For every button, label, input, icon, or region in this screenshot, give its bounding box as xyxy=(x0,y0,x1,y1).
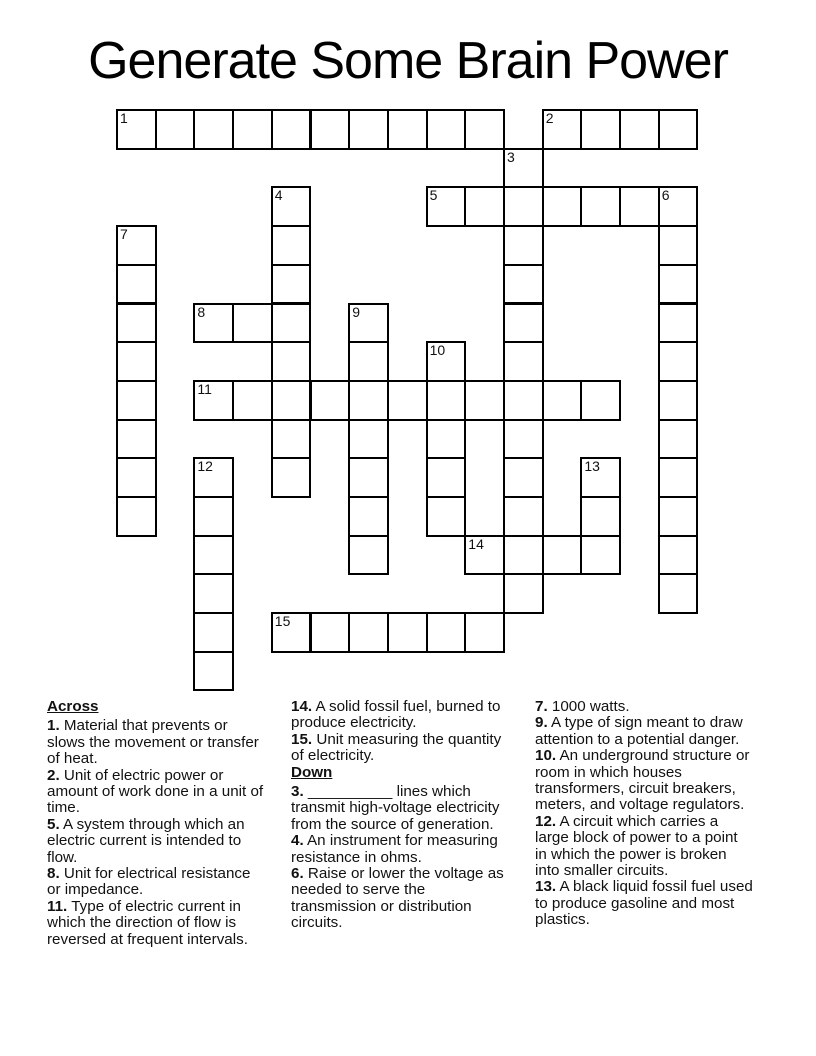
grid-cell-r7c11 xyxy=(542,380,583,421)
cell-number-4: 4 xyxy=(274,187,283,204)
grid-cell-r11c2 xyxy=(193,535,234,576)
grid-cell-r10c10 xyxy=(503,496,544,537)
clue-number: 6. xyxy=(291,865,304,883)
grid-cell-r6c4 xyxy=(271,341,312,382)
clue-text: __________ lines which transmit high-voltage electricity from the source of generation. xyxy=(291,783,500,833)
cell-number-11: 11 xyxy=(197,380,212,397)
clue-down-7 xyxy=(535,699,753,715)
grid-cell-r8c6 xyxy=(348,419,389,460)
clue-number: 14. xyxy=(291,698,313,715)
grid-cell-r13c2 xyxy=(193,612,234,653)
grid-cell-r9c0 xyxy=(116,457,157,498)
grid-cell-r10c8 xyxy=(426,496,467,537)
clue-number: 1. xyxy=(47,717,60,735)
grid-cell-r13c4 xyxy=(271,612,312,653)
grid-cell-r1c10 xyxy=(503,148,544,189)
grid-cell-r8c8 xyxy=(426,419,467,460)
grid-cell-r0c2 xyxy=(193,109,234,150)
grid-cell-r10c12 xyxy=(580,496,621,537)
clue-text: A type of sign meant to draw attention to a potential danger. xyxy=(535,714,743,748)
cell-number-13: 13 xyxy=(584,458,600,475)
grid-cell-r7c4 xyxy=(271,380,312,421)
grid-cell-r4c4 xyxy=(271,264,312,305)
grid-cell-r4c10 xyxy=(503,264,544,305)
clue-number: 11. xyxy=(47,897,68,915)
grid-cell-r0c1 xyxy=(155,109,196,150)
grid-cell-r9c10 xyxy=(503,457,544,498)
grid-cell-r0c7 xyxy=(387,109,428,150)
grid-cell-r7c8 xyxy=(426,380,467,421)
clue-number: 5. xyxy=(47,815,60,833)
grid-cell-r7c3 xyxy=(232,380,273,421)
grid-cell-r2c10 xyxy=(503,186,544,227)
crossword-grid xyxy=(116,109,700,693)
grid-cell-r6c8 xyxy=(426,341,467,382)
clue-number: 12. xyxy=(535,812,557,830)
grid-cell-r8c10 xyxy=(503,419,544,460)
clue-number: 2. xyxy=(47,766,60,784)
grid-cell-r0c3 xyxy=(232,109,273,150)
cell-number-9: 9 xyxy=(352,303,360,320)
grid-cell-r3c10 xyxy=(503,225,544,266)
clue-text: Unit measuring the quantity of electricity. xyxy=(291,730,502,765)
cell-number-3: 3 xyxy=(507,148,515,165)
clue-across-5 xyxy=(47,817,265,866)
grid-cell-r13c5 xyxy=(310,612,351,653)
grid-cell-r9c4 xyxy=(271,457,312,498)
clue-text: A circuit which carries a large block of power to a point in which the power is broken into smaller circuits. xyxy=(535,812,738,880)
grid-cell-r11c10 xyxy=(503,535,544,576)
grid-cell-r11c6 xyxy=(348,535,389,576)
clue-across-2 xyxy=(47,768,265,817)
grid-cell-r4c14 xyxy=(658,264,699,305)
clue-text: A black liquid fossil fuel used to produce gasoline and most plastics. xyxy=(535,878,753,929)
clue-number: 4. xyxy=(291,832,304,850)
clue-down-4 xyxy=(291,833,509,866)
clue-down-3 xyxy=(291,784,509,833)
cell-number-14: 14 xyxy=(468,535,484,552)
grid-cell-r5c3 xyxy=(232,303,273,344)
grid-cell-r0c9 xyxy=(464,109,505,150)
grid-cell-r0c4 xyxy=(271,109,312,150)
cell-number-7: 7 xyxy=(120,226,128,243)
clue-text: 1000 watts. xyxy=(547,698,630,715)
grid-cell-r13c6 xyxy=(348,612,389,653)
grid-cell-r7c12 xyxy=(580,380,621,421)
grid-cell-r8c4 xyxy=(271,419,312,460)
clue-number: 7. xyxy=(535,698,548,715)
grid-cell-r8c0 xyxy=(116,419,157,460)
grid-cell-r5c2 xyxy=(193,303,234,344)
clue-down-9 xyxy=(535,715,753,748)
grid-cell-r7c10 xyxy=(503,380,544,421)
grid-cell-r12c2 xyxy=(193,573,234,614)
grid-cell-r2c9 xyxy=(464,186,505,227)
clue-text: An instrument for measuring resistance in ohms. xyxy=(291,832,498,866)
grid-cell-r0c0 xyxy=(116,109,157,150)
clue-text: Unit for electrical resistance or impedance. xyxy=(47,865,251,899)
cell-number-6: 6 xyxy=(661,187,670,204)
grid-cell-r13c7 xyxy=(387,612,428,653)
grid-cell-r5c6 xyxy=(348,303,389,344)
cell-number-12: 12 xyxy=(197,458,213,475)
grid-cell-r2c12 xyxy=(580,186,621,227)
down-header: Down xyxy=(291,763,333,781)
grid-cell-r6c14 xyxy=(658,341,699,382)
clue-down-13 xyxy=(535,879,753,928)
grid-cell-r2c8 xyxy=(426,186,467,227)
puzzle-title: Generate Some Brain Power xyxy=(88,32,728,90)
clues-section xyxy=(47,699,753,989)
grid-cell-r3c0 xyxy=(116,225,157,266)
grid-cell-r11c12 xyxy=(580,535,621,576)
grid-cell-r2c11 xyxy=(542,186,583,227)
grid-cell-r11c11 xyxy=(542,535,583,576)
grid-cell-r6c0 xyxy=(116,341,157,382)
cell-number-10: 10 xyxy=(429,342,446,359)
grid-cell-r12c14 xyxy=(658,573,699,614)
clue-number: 9. xyxy=(535,714,548,732)
clue-across-15 xyxy=(291,732,509,765)
grid-cell-r9c2 xyxy=(193,457,234,498)
clue-across-14 xyxy=(291,699,509,732)
grid-cell-r7c0 xyxy=(116,380,157,421)
grid-cell-r8c14 xyxy=(658,419,699,460)
grid-cell-r7c7 xyxy=(387,380,428,421)
grid-cell-r12c10 xyxy=(503,573,544,614)
grid-cell-r9c8 xyxy=(426,457,467,498)
clue-text: Material that prevents or slows the movement or transfer of heat. xyxy=(47,717,259,768)
clue-across-11 xyxy=(47,899,265,948)
grid-cell-r3c4 xyxy=(271,225,312,266)
clue-text: A solid fossil fuel, burned to produce electricity. xyxy=(291,698,501,732)
grid-cell-r3c14 xyxy=(658,225,699,266)
grid-cell-r5c10 xyxy=(503,303,544,344)
grid-cell-r0c11 xyxy=(542,109,583,150)
grid-cell-r13c9 xyxy=(464,612,505,653)
clue-down-6 xyxy=(291,866,509,932)
clue-text: A system through which an electric current is intended to flow. xyxy=(47,815,245,866)
grid-cell-r14c2 xyxy=(193,651,234,692)
clue-text: Unit of electric power or amount of work done in a unit of time. xyxy=(47,766,264,817)
grid-cell-r0c6 xyxy=(348,109,389,150)
grid-cell-r5c14 xyxy=(658,303,699,344)
cell-number-1: 1 xyxy=(120,110,128,126)
grid-cell-r4c0 xyxy=(116,264,157,305)
clue-number: 10. xyxy=(535,747,557,765)
clue-text: An underground structure or room in which houses transformers, circuit breakers, meters, and voltage regulators. xyxy=(535,747,750,814)
clue-number: 3. xyxy=(291,783,304,801)
grid-cell-r10c6 xyxy=(348,496,389,537)
grid-cell-r0c14 xyxy=(658,109,699,150)
grid-cell-r0c8 xyxy=(426,109,467,150)
clue-across-1 xyxy=(47,718,265,767)
grid-cell-r7c5 xyxy=(310,380,351,421)
grid-cell-r10c0 xyxy=(116,496,157,537)
clue-number: 13. xyxy=(535,878,557,896)
grid-cell-r10c14 xyxy=(658,496,699,537)
grid-cell-r7c2 xyxy=(193,380,234,421)
clue-number: 8. xyxy=(47,865,60,883)
cell-number-8: 8 xyxy=(197,303,206,320)
grid-cell-r10c2 xyxy=(193,496,234,537)
grid-cell-r5c0 xyxy=(116,303,157,344)
clue-text: Type of electric current in which the direction of flow is reversed at frequent intervals. xyxy=(47,897,248,948)
grid-cell-r7c9 xyxy=(464,380,505,421)
grid-cell-r9c14 xyxy=(658,457,699,498)
clue-down-10 xyxy=(535,748,753,814)
clue-across-8 xyxy=(47,866,265,899)
grid-cell-r2c4 xyxy=(271,186,312,227)
grid-cell-r7c6 xyxy=(348,380,389,421)
clue-text: Raise or lower the voltage as needed to serve the transmission or distribution circuits. xyxy=(291,865,504,932)
grid-cell-r11c14 xyxy=(658,535,699,576)
grid-cell-r2c13 xyxy=(619,186,660,227)
grid-cell-r0c13 xyxy=(619,109,660,150)
grid-cell-r13c8 xyxy=(426,612,467,653)
clue-number: 15. xyxy=(291,730,313,748)
grid-cell-r2c14 xyxy=(658,186,699,227)
grid-cell-r11c9 xyxy=(464,535,505,576)
grid-cell-r7c14 xyxy=(658,380,699,421)
clue-down-12 xyxy=(535,814,753,880)
grid-cell-r9c6 xyxy=(348,457,389,498)
grid-cell-r5c4 xyxy=(271,303,312,344)
grid-cell-r9c12 xyxy=(580,457,621,498)
grid-cell-r0c5 xyxy=(310,109,351,150)
cell-number-15: 15 xyxy=(274,613,291,630)
across-header: Across xyxy=(47,698,99,715)
grid-cell-r0c12 xyxy=(580,109,621,150)
cell-number-2: 2 xyxy=(545,110,554,126)
cell-number-5: 5 xyxy=(429,187,438,204)
grid-cell-r6c6 xyxy=(348,341,389,382)
grid-cell-r6c10 xyxy=(503,341,544,382)
